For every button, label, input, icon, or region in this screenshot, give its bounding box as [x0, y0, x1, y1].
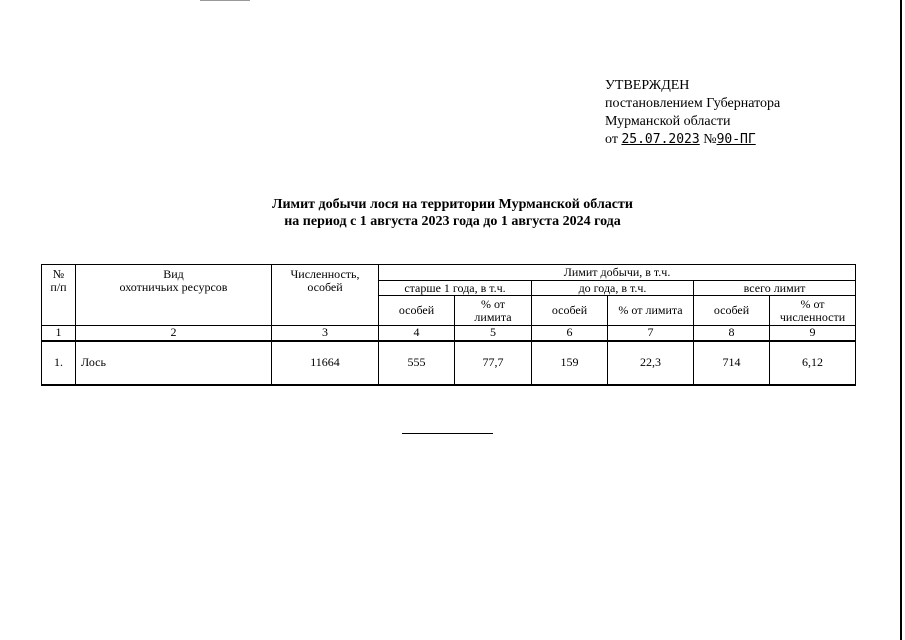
document-end-line	[402, 433, 493, 434]
header-kind: Вид охотничьих ресурсов	[76, 265, 272, 326]
title-line-2: на период с 1 августа 2023 года до 1 августа 2024 года	[284, 214, 621, 229]
approval-stamp-block	[605, 77, 780, 149]
approval-heading: УТВЕРЖДЕН	[605, 78, 690, 93]
column-number: 8	[694, 326, 770, 341]
header-younger-pct: % от лимита	[608, 296, 694, 326]
approval-number-label: №	[703, 132, 717, 147]
approval-number: 90-ПГ	[716, 132, 756, 147]
scan-mark	[200, 0, 250, 1]
header-total: всего лимит	[694, 281, 856, 296]
header-younger: до года, в т.ч.	[532, 281, 694, 296]
column-number: 9	[770, 326, 856, 341]
header-total-count: особей	[694, 296, 770, 326]
column-number: 1	[42, 326, 76, 341]
approval-date: 25.07.2023	[621, 132, 700, 147]
column-number: 5	[455, 326, 532, 341]
approval-from-label: от	[605, 132, 618, 147]
column-number: 3	[272, 326, 379, 341]
approval-line-1: постановлением Губернатора	[605, 96, 781, 111]
row-kind: Лось	[76, 341, 272, 385]
header-population: Численность, особей	[272, 265, 379, 326]
row-num: 1.	[42, 341, 76, 385]
row-older-count: 555	[379, 341, 455, 385]
limits-table	[41, 264, 856, 386]
table-row	[42, 341, 856, 385]
title-line-1: Лимит добычи лося на территории Мурманской области	[272, 197, 633, 212]
header-younger-count: особей	[532, 296, 608, 326]
column-number: 6	[532, 326, 608, 341]
header-limit: Лимит добычи, в т.ч.	[379, 265, 856, 281]
row-younger-pct: 22,3	[608, 341, 694, 385]
header-older-count: особей	[379, 296, 455, 326]
row-total-count: 714	[694, 341, 770, 385]
row-total-pct: 6,12	[770, 341, 856, 385]
row-younger-count: 159	[532, 341, 608, 385]
column-number: 7	[608, 326, 694, 341]
document-title	[0, 196, 905, 230]
header-num: № п/п	[42, 265, 76, 326]
page-edge-border	[900, 0, 902, 640]
approval-date-line	[605, 131, 780, 149]
row-population: 11664	[272, 341, 379, 385]
header-total-pct: % от численности	[770, 296, 856, 326]
header-older-pct: % от лимита	[455, 296, 532, 326]
column-number: 4	[379, 326, 455, 341]
column-number: 2	[76, 326, 272, 341]
column-number-row	[42, 326, 856, 341]
row-older-pct: 77,7	[455, 341, 532, 385]
header-older: старше 1 года, в т.ч.	[379, 281, 532, 296]
approval-line-2: Мурманской области	[605, 114, 731, 129]
